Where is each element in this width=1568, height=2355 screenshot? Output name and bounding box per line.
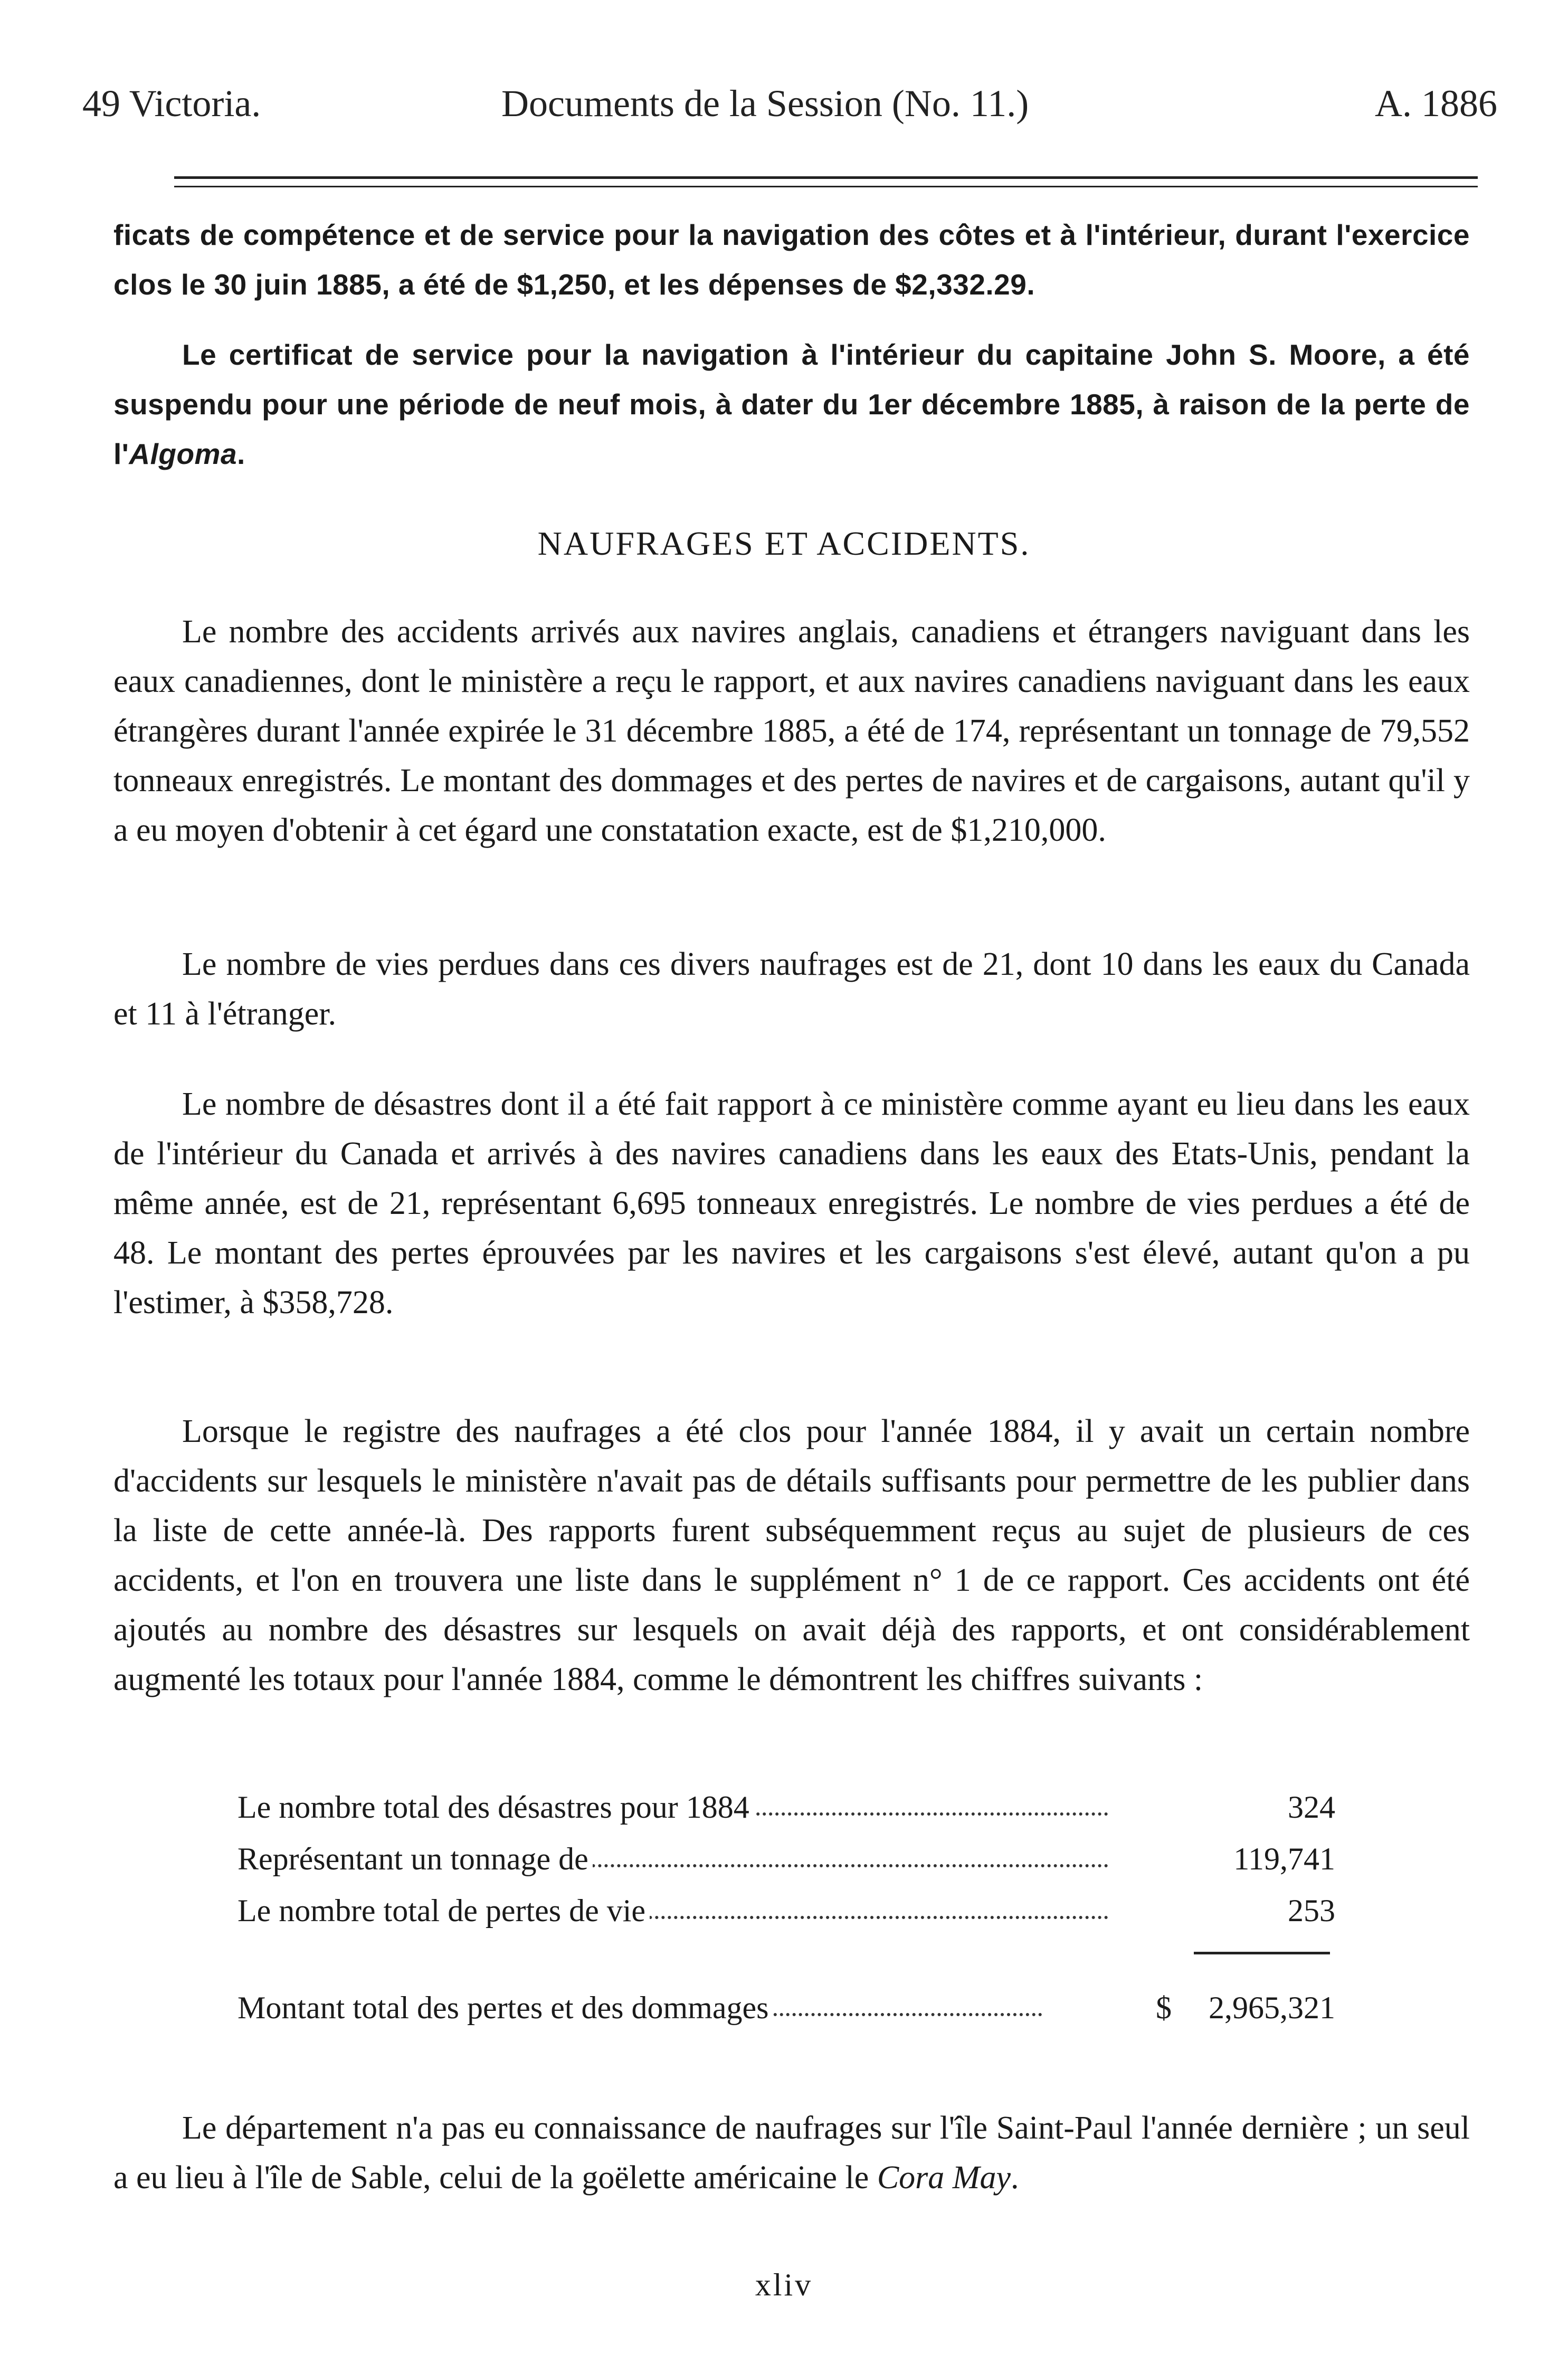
paragraph-saint-paul-end: .	[1010, 2160, 1019, 2196]
summary-row-lives	[237, 1893, 1335, 1935]
header-session-number: 49 Victoria.	[82, 82, 261, 125]
paragraph-saint-paul-text: Le département n'a pas eu connaissance de naufrages sur l'île Saint-Paul l'année dernière ; un seul a eu lieu à l'île de Sable, celui de la goëlette américaine le	[113, 2110, 1470, 2196]
header-year: A. 1886	[1375, 82, 1497, 125]
summary-row-disasters	[237, 1789, 1335, 1831]
summary-row-total	[237, 1990, 1335, 2032]
summary-value: 324	[1288, 1790, 1335, 1825]
paragraph-accident-count: Le nombre des accidents arrivés aux navires anglais, canadiens et étrangers naviguant dans les eaux canadiennes, dont le ministère a reçu le rapport, et aux navires canadiens naviguant dans les eaux étrangères durant l'année expirée le 31 décembre 1885, a été de 174, représentant un tonnage de 79,552 tonneaux enregistrés. Le montant des dommages et des pertes de navires et de cargaisons, autant qu'il y a eu moyen d'obtenir à cet égard une constatation exacte, est de $1,210,000.	[113, 614, 1470, 848]
paragraph-certificates-revenue: ficats de compétence et de service pour la navigation des côtes et à l'intérieur, durant l'exercice clos le 30 juin 1885, a été de $1,250, et les dépenses de $2,332.29.	[113, 219, 1470, 301]
ship-name-algoma: Algoma	[129, 438, 237, 470]
paragraph-register-1884: Lorsque le registre des naufrages a été clos pour l'année 1884, il y avait un certain nombre d'accidents sur lesquels le ministère n'avait pas de détails suffisants pour permettre de les publier dans la liste de cette année-là. Des rapports furent subséquemment reçus au sujet de plusieurs de ces accidents, et l'on en trouvera une liste dans le supplément n° 1 de ce rapport. Ces accidents ont été ajoutés au nombre des désastres sur lesquels on avait déjà des rapports, et ont considérablement augmenté les totaux pour l'année 1884, comme le démontrent les chiffres suivants :	[113, 1413, 1470, 1697]
paragraph-saint-paul	[113, 2103, 1470, 2202]
page-number: xliv	[755, 2267, 813, 2302]
summary-value: 253	[1288, 1893, 1335, 1928]
summary-total-label: Montant total des pertes et des dommages	[237, 1990, 773, 2026]
header-rule-thick	[174, 176, 1478, 179]
header-rule-thin	[174, 186, 1478, 187]
currency-symbol: $	[1156, 1990, 1172, 2025]
ship-name-cora-may: Cora May	[877, 2160, 1011, 2196]
summary-total-value: 2,965,321	[1209, 1990, 1335, 2025]
section-heading: NAUFRAGES ET ACCIDENTS.	[537, 525, 1031, 562]
paragraph-lives-lost: Le nombre de vies perdues dans ces divers naufrages est de 21, dont 10 dans les eaux du Canada et 11 à l'étranger.	[113, 946, 1470, 1032]
summary-row-tonnage	[237, 1841, 1335, 1883]
summary-label: Représentant un tonnage de	[237, 1841, 593, 1877]
paragraph-suspension-end: .	[237, 438, 245, 470]
header-title: Documents de la Session (No. 11.)	[501, 82, 1029, 125]
summary-total-rule	[1194, 1952, 1330, 1954]
paragraph-inland-disasters: Le nombre de désastres dont il a été fait rapport à ce ministère comme ayant eu lieu dans les eaux de l'intérieur du Canada et arrivés à des navires canadiens dans les eaux des Etats-Unis, pendant la même année, est de 21, représentant 6,695 tonneaux enregistrés. Le nombre de vies perdues a été de 48. Le montant des pertes éprouvées par les navires et les cargaisons s'est élevé, autant qu'on a pu l'estimer, à $358,728.	[113, 1086, 1470, 1321]
paragraph-suspension	[113, 330, 1470, 479]
summary-label: Le nombre total de pertes de vie	[237, 1893, 650, 1929]
paragraph-suspension-text: Le certificat de service pour la navigation à l'intérieur du capitaine John S. Moore, a été suspendu pour une période de neuf mois, à dater du 1er décembre 1885, à raison de la perte de l'	[113, 338, 1470, 470]
summary-value: 119,741	[1233, 1841, 1335, 1876]
summary-label: Le nombre total des désastres pour 1884	[237, 1789, 754, 1826]
